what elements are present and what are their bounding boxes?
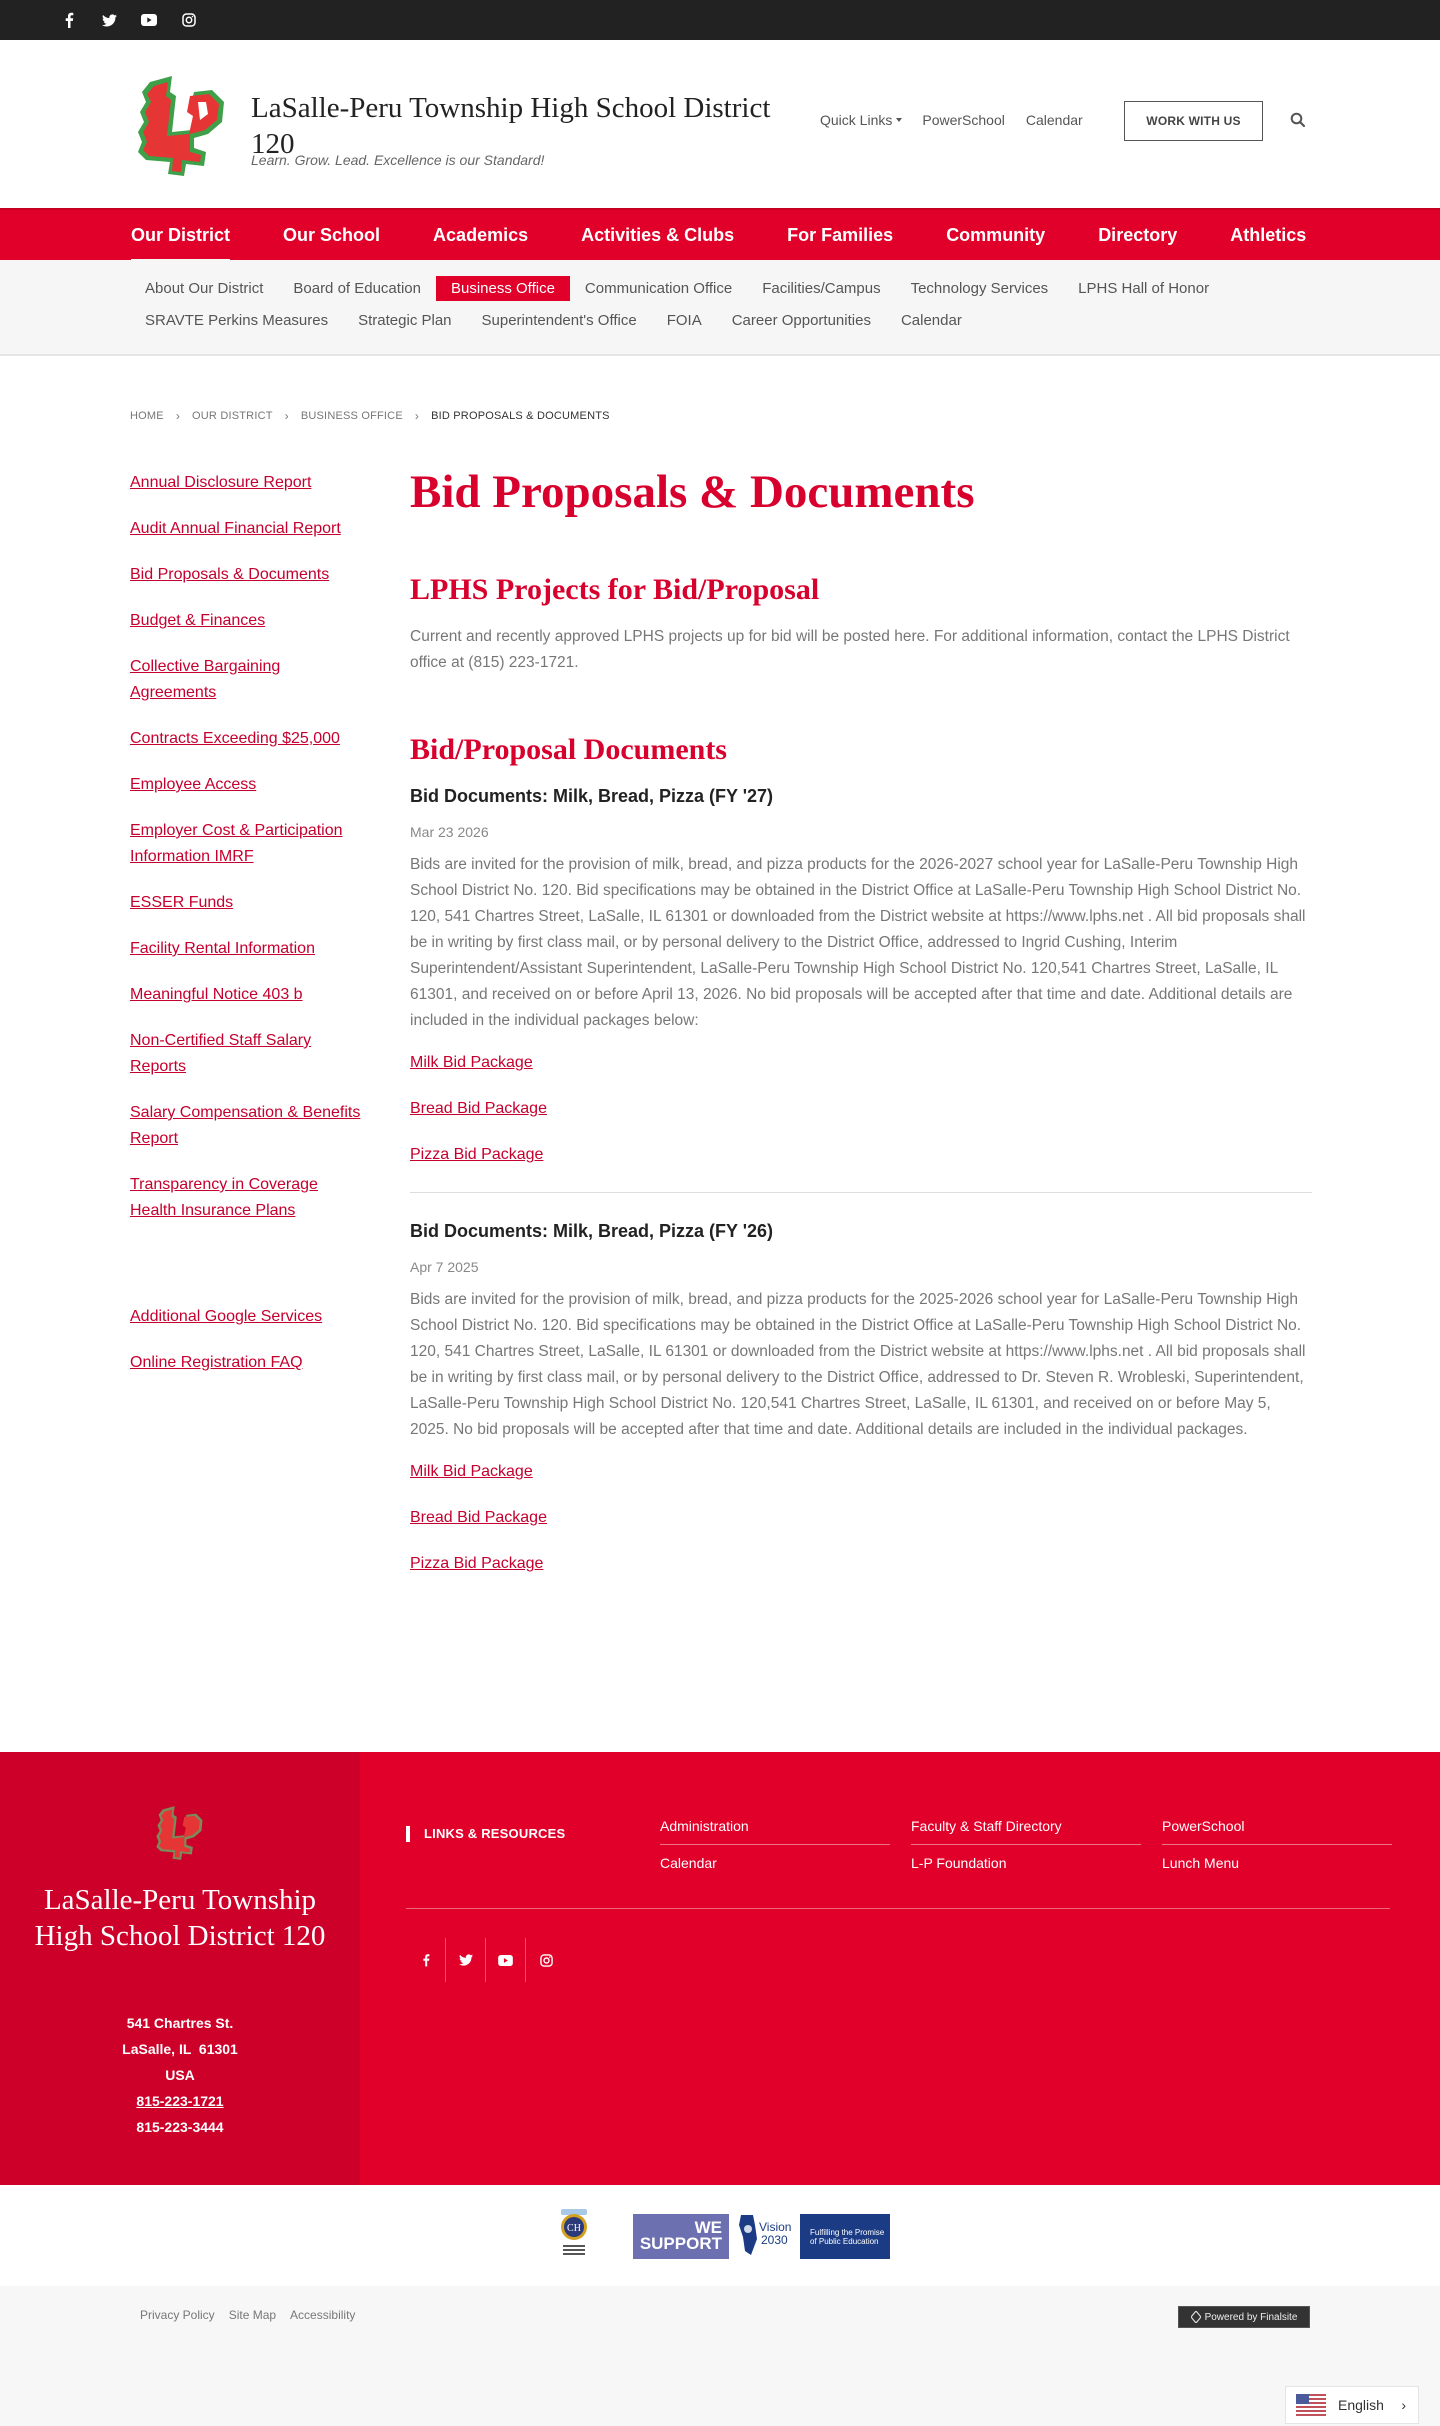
search-icon[interactable] — [1290, 112, 1310, 132]
sidebar-link-facility-rental[interactable]: Facility Rental Information — [130, 940, 315, 957]
instagram-icon[interactable] — [180, 11, 198, 29]
section-title-projects: LPHS Projects for Bid/Proposal — [410, 573, 820, 606]
footer-school-name: LaSalle-Peru Township High School District 120 — [34, 1884, 326, 1952]
sidebar-link-annual-disclosure[interactable]: Annual Disclosure Report — [130, 474, 312, 491]
chevron-right-icon: › — [284, 409, 289, 423]
sidebar-link-employee-access[interactable]: Employee Access — [130, 776, 257, 793]
powerschool-link[interactable]: PowerSchool — [922, 112, 1005, 128]
facebook-icon[interactable] — [60, 11, 78, 29]
post-item — [410, 1219, 1312, 1577]
twitter-icon[interactable] — [100, 11, 118, 29]
nav-for-families[interactable]: For Families — [787, 224, 894, 245]
subnav-strategic-plan[interactable]: Strategic Plan — [358, 311, 452, 329]
work-with-us-button[interactable]: WORK WITH US — [1124, 101, 1263, 141]
nav-our-district[interactable]: Our District — [131, 209, 230, 261]
svg-text:CH: CH — [567, 2223, 581, 2234]
post-item — [410, 784, 1312, 1168]
footer-link-faculty-directory[interactable]: Faculty & Staff Directory — [911, 1808, 1141, 1845]
footer-link-calendar[interactable]: Calendar — [660, 1855, 717, 1871]
district-logo[interactable] — [132, 72, 232, 180]
sidebar-link-employer-cost[interactable]: Employer Cost & Participation Information IMRF — [130, 822, 343, 865]
site-title[interactable]: LaSalle-Peru Township High School District 120 — [251, 92, 771, 160]
youtube-icon[interactable] — [140, 11, 158, 29]
pizza-bid-package-link[interactable]: Pizza Bid Package — [410, 1146, 544, 1163]
breadcrumb-current: BID PROPOSALS & DOCUMENTS — [431, 410, 610, 422]
subnav-communication-office[interactable]: Communication Office — [584, 279, 733, 297]
site-map-link[interactable]: Site Map — [228, 2308, 277, 2322]
privacy-policy-link[interactable]: Privacy Policy — [140, 2308, 215, 2322]
footer-phone-link[interactable]: 815-223-1721 — [136, 2093, 224, 2109]
nav-directory[interactable]: Directory — [1098, 224, 1178, 245]
instagram-icon[interactable] — [526, 1938, 566, 1982]
bread-bid-package-link[interactable]: Bread Bid Package — [410, 1509, 547, 1526]
footer-logo — [153, 1804, 207, 1862]
bottom-bar — [0, 2286, 1440, 2426]
finalsite-icon — [1191, 2311, 1201, 2323]
vision-2030-logo[interactable] — [735, 2211, 795, 2259]
address-city: LaSalle, IL 61301 — [122, 2041, 238, 2057]
address-country: USA — [165, 2067, 195, 2083]
breadcrumb — [130, 409, 610, 423]
post-title: Bid Documents: Milk, Bread, Pizza (FY '26) — [410, 1221, 774, 1241]
youtube-icon[interactable] — [486, 1938, 526, 1982]
post-body: Bids are invited for the provision of milk, bread, and pizza products for the 2025-2026 school year for LaSalle-Peru Township High School District No. 120. Bid specifications may be obtained in the District Office at LaSalle-Peru Township High School District No. 120, 541 Chartres Street, LaSalle, IL 61301 or downloaded from the District website at https://www.lphs.net . All bid proposals shall be in writing by first class mail, or by personal delivery to the District Office, addressed to Dr. Steven R. Wrobleski, Superintendent, LaSalle-Peru Township High School District No. 120,541 Chartres Street, LaSalle, IL 61301, and received on or before May 5, 2025. No bid proposals will be accepted after that time and date. Additional details are included in the individual packages. — [410, 1291, 1306, 1438]
sidebar-link-meaningful-notice[interactable]: Meaningful Notice 403 b — [130, 986, 303, 1003]
sidebar-link-audit-annual[interactable]: Audit Annual Financial Report — [130, 520, 341, 537]
subnav-lphs-hall-of-honor[interactable]: LPHS Hall of Honor — [1078, 279, 1210, 297]
footer-address — [0, 2010, 360, 2140]
footer-links — [660, 1808, 1390, 1881]
sidebar-link-esser-funds[interactable]: ESSER Funds — [130, 894, 234, 911]
language-selector[interactable] — [1285, 2386, 1419, 2424]
sidebar-link-salary-compensation[interactable]: Salary Compensation & Benefits Report — [130, 1104, 361, 1147]
we-support-logo[interactable]: WE SUPPORT — [633, 2214, 729, 2259]
svg-text:Vision: Vision — [759, 2220, 792, 2234]
breadcrumb-home[interactable]: HOME — [130, 410, 164, 422]
subnav-technology-services[interactable]: Technology Services — [910, 279, 1049, 297]
page-title: Bid Proposals & Documents — [410, 466, 975, 518]
section-sidebar — [130, 470, 380, 1396]
subnav-board-of-education[interactable]: Board of Education — [293, 279, 421, 297]
chevron-right-icon: › — [414, 409, 420, 423]
footer-link-lunch-menu[interactable]: Lunch Menu — [1162, 1855, 1240, 1871]
subnav-foia[interactable]: FOIA — [666, 311, 702, 329]
subnav-superintendents-office[interactable]: Superintendent's Office — [481, 311, 637, 329]
caret-down-icon — [896, 118, 902, 122]
subnav-facilities-campus[interactable]: Facilities/Campus — [762, 279, 881, 297]
pizza-bid-package-link[interactable]: Pizza Bid Package — [410, 1555, 544, 1572]
accessibility-link[interactable]: Accessibility — [290, 2308, 356, 2322]
address-street: 541 Chartres St. — [126, 2015, 234, 2031]
utility-nav — [820, 112, 1104, 128]
bread-bid-package-link[interactable]: Bread Bid Package — [410, 1100, 547, 1117]
subnav-row — [130, 272, 1440, 304]
chevron-right-icon: › — [175, 409, 181, 423]
post-date: Apr 7 2025 — [410, 1259, 479, 1275]
sidebar-link-non-certified[interactable]: Non-Certified Staff Salary Reports — [130, 1032, 312, 1075]
sidebar-spacer — [130, 1244, 380, 1304]
legal-links — [140, 2308, 355, 2322]
subnav-career-opportunities[interactable]: Career Opportunities — [731, 311, 871, 329]
post-title: Bid Documents: Milk, Bread, Pizza (FY '27) — [410, 786, 774, 806]
site-footer — [0, 1752, 1440, 2185]
us-flag-icon — [1296, 2394, 1326, 2416]
quick-links-dropdown[interactable] — [820, 112, 902, 128]
nav-athletics[interactable]: Athletics — [1230, 224, 1307, 245]
curriculum-badge-logo[interactable] — [553, 2207, 595, 2261]
subnav-row — [130, 304, 1440, 336]
subnav-business-office[interactable]: Business Office — [436, 276, 570, 301]
subnav-about-our-district[interactable]: About Our District — [145, 279, 264, 297]
site-header — [0, 40, 1440, 208]
footer-link-lp-foundation[interactable]: L-P Foundation — [911, 1855, 1007, 1871]
nav-community[interactable]: Community — [946, 224, 1046, 245]
footer-divider — [406, 1908, 1390, 1909]
milk-bid-package-link[interactable]: Milk Bid Package — [410, 1463, 533, 1480]
main-navigation — [0, 208, 1440, 260]
footer-link-administration[interactable]: Administration — [660, 1808, 890, 1845]
breadcrumb-business-office[interactable]: BUSINESS OFFICE — [300, 410, 403, 422]
calendar-link[interactable]: Calendar — [1025, 112, 1083, 128]
language-label: English — [1338, 2397, 1384, 2413]
post-date: Mar 23 2026 — [410, 824, 489, 840]
nav-activities-clubs[interactable]: Activities & Clubs — [581, 224, 735, 245]
chevron-right-icon: › — [1401, 2397, 1406, 2413]
milk-bid-package-link[interactable]: Milk Bid Package — [410, 1054, 533, 1071]
breadcrumb-our-district[interactable]: OUR DISTRICT — [192, 410, 273, 422]
twitter-icon[interactable] — [446, 1938, 486, 1982]
sidebar-link-google-services[interactable]: Additional Google Services — [130, 1308, 323, 1325]
partner-logos — [0, 2185, 1440, 2286]
svg-text:2030: 2030 — [761, 2233, 788, 2247]
sidebar-link-contracts[interactable]: Contracts Exceeding $25,000 — [130, 730, 340, 747]
fulfilling-promise-logo[interactable]: Fulfilling the Promise of Public Education — [800, 2214, 890, 2259]
quick-links-label: Quick Links — [820, 112, 893, 128]
sidebar-link-bid-proposals[interactable]: Bid Proposals & Documents — [130, 566, 330, 583]
site-tagline: Learn. Grow. Lead. Excellence is our Standard! — [251, 152, 545, 168]
nav-our-school[interactable]: Our School — [283, 224, 381, 245]
sidebar-link-transparency[interactable]: Transparency in Coverage Health Insurance Plans — [130, 1176, 318, 1219]
subnav-sravte-perkins[interactable]: SRAVTE Perkins Measures — [145, 311, 329, 329]
sidebar-link-collective-bargaining[interactable]: Collective Bargaining Agreements — [130, 658, 281, 701]
post-divider — [410, 1192, 1312, 1193]
footer-fax: 815-223-3444 — [136, 2119, 224, 2135]
section-title-documents: Bid/Proposal Documents — [410, 733, 727, 766]
footer-link-powerschool[interactable]: PowerSchool — [1162, 1808, 1392, 1845]
sub-navigation — [0, 260, 1440, 356]
sidebar-link-registration-faq[interactable]: Online Registration FAQ — [130, 1354, 303, 1371]
subnav-calendar[interactable]: Calendar — [900, 311, 962, 329]
facebook-icon[interactable] — [406, 1938, 446, 1982]
powered-by-label: Powered by Finalsite — [1204, 2311, 1298, 2323]
social-bar — [0, 0, 1440, 40]
links-resources-heading: LINKS & RESOURCES — [406, 1826, 565, 1842]
main-content — [410, 462, 1312, 1597]
nav-academics[interactable]: Academics — [433, 224, 529, 245]
footer-contact-panel — [0, 1752, 360, 2185]
footer-social-links — [406, 1938, 566, 1982]
section-intro-text: Current and recently approved LPHS projects up for bid will be posted here. For additional information, contact the LPHS District office at (815) 223-1721. — [410, 628, 1290, 671]
post-body: Bids are invited for the provision of milk, bread, and pizza products for the 2026-2027 school year for LaSalle-Peru Township High School District No. 120. Bid specifications may be obtained in the District Office at LaSalle-Peru Township High School District No. 120, 541 Chartres Street, LaSalle, IL 61301 or downloaded from the District website at https://www.lphs.net . All bid proposals shall be in writing by first class mail, or by personal delivery to the District Office, addressed to Ingrid Cushing, Interim Superintendent/Assistant Superintendent, LaSalle-Peru Township High School District No. 120,541 Chartres Street, LaSalle, IL 61301, and received on or before April 13, 2026. No bid proposals will be accepted after that time and date. Additional details are included in the individual packages below: — [410, 856, 1306, 1029]
powered-by-finalsite-badge[interactable] — [1178, 2306, 1310, 2328]
sidebar-link-budget-finances[interactable]: Budget & Finances — [130, 612, 266, 629]
